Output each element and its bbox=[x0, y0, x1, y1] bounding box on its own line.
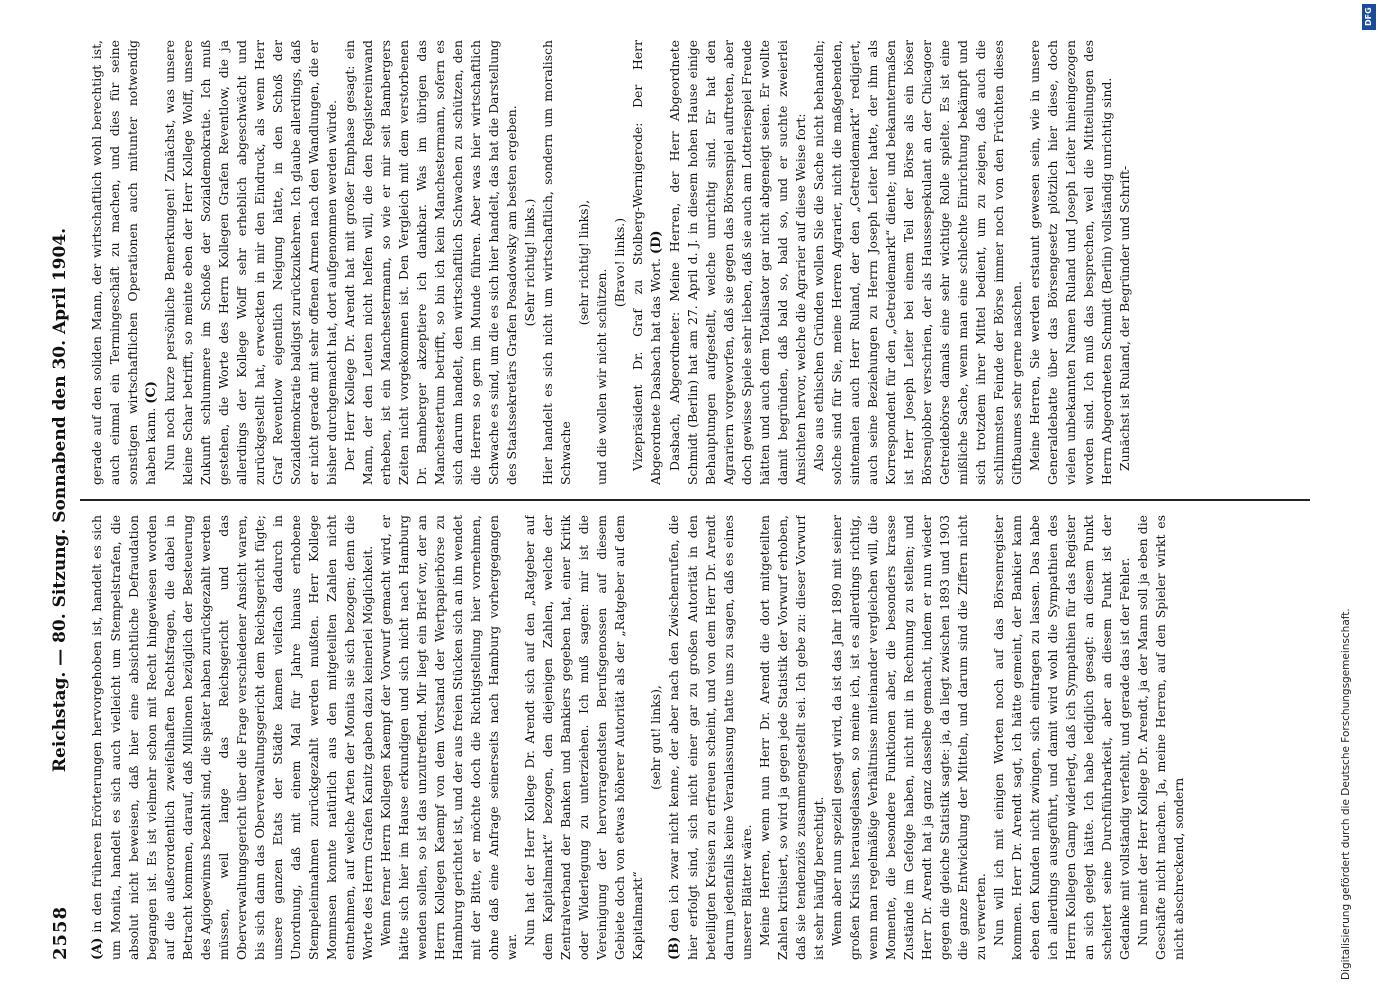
digitization-note: Digitalisierung gefördert durch die Deutsche Forschungsgemeinschaft. bbox=[1340, 608, 1352, 980]
paragraph: Nun hat der Herr Kollege Dr. Arendt sich auf den „Ratgeber auf dem Kapitalmarkt“ bezogen, den diejenigen Zahlen, welche der Zentralverband der Banken und Bankiers gegeben hat, einer Kritik oder Widerlegung zu unterziehen. Ich muß sagen: mir ist die Vereinigung der hervorragendsten Berufsgenossen auf diesem Gebiete doch von etwas höherer Autorität als der „Ratgeber auf dem Kapitalmarkt“ bbox=[522, 515, 645, 960]
paragraph: Wenn ferner Herrn Kollegen Kaempf der Vorwurf gemacht wird, er hätte sich hier im Hause erkundigen und sich nicht nach Hamburg wenden sollen, so ist das unzutreffend. Mir liegt ein Brief vor, der an Herrn Kollegen Kaempf von dem Vorstand der Wertpapierbörse zu Hamburg gerichtet ist, und der aus freien Stücken sich an ihn wendet mit der Bitte, er möchte doch die Richtigstellung hier vornehmen, ohne daß eine Anfrage seinerseits nach Hamburg vorhergegangen war. bbox=[378, 515, 519, 960]
paragraph: Hier handelt es sich nicht um wirtschaftlich, sondern um moralisch Schwache bbox=[540, 40, 573, 485]
page-number: 2558 bbox=[50, 905, 71, 960]
margin-marker-d: (D) bbox=[649, 230, 664, 255]
paragraph: Meine Herren, Sie werden erstaunt gewesen sein, wie in unsere Generaldebatte über das Börsengesetz plötzlich hier diese, doch vielen unbekannten Namen Ruland und Joseph Leiter hineingezogen worden sind. Ich muß das besprechen, weil die Mitteilungen des Herrn Abgeordneten Schmidt (Berlin) vollständig unrichtig sind. bbox=[1027, 40, 1114, 485]
paragraph-text: in den früheren Erörterungen hervorgehoben ist, handelt es sich um Monita, handelt es sich auch vielleicht um Stempelstrafen, die absolut nicht beweisen, daß hier eine absichtliche Defraudation begangen ist. Es ist vielmehr schon mit Recht hingewiesen worden auf die außerordentlich zweifelhaften Rechtsfragen, die dabei in Betracht kommen, darauf, daß Millionen bezüglich der Besteuerung des Agiogewinns bezahlt sind, die später haben zurückgezahlt werden müssen, weil lange das Reichsgericht und das Oberverwaltungsgericht über die Frage verschiedener Ansicht waren, bis sich dann das Oberverwaltungsgericht dem Reichsgericht fügte; unsere ganzen Etats der Städte kamen vielfach dadurch in Unordnung, daß mit einem Mal für Jahre hinaus erhobene Stempeleinnahmen zurückgezahlt werden mußten. Herr Kollege Mommsen konnte natürlich aus den mitgeteilten Zahlen nicht entnehmen, auf welche Arten der Monita sie sich bezogen; denn die Worte des Herrn Grafen Kanitz gaben dazu keinerlei Möglichkeit. bbox=[89, 515, 375, 960]
interjection: (sehr gut! links), bbox=[648, 685, 663, 790]
paragraph-text: gerade auf den soliden Mann, der wirtschaftlich wohl berechtigt ist, auch einmal ein Termingeschäft zu machen, und dies für seine sonstigen wirtschaftlichen Operationen auch mitunter notwendig haben kann. bbox=[89, 40, 158, 485]
paragraph-text: Vizepräsident Dr. Graf zu Stolberg-Wernigerode: Der Herr Abgeordnete Dasbach hat das Wort. bbox=[630, 40, 663, 485]
page-header bbox=[40, 40, 80, 960]
paragraph: Nun meint der Herr Kollege Dr. Arendt, ja der Mann soll ja eben die Geschäfte nicht machen. Ja, meine Herren, auf den Spieler wirkt es nicht abschreckend, sondern bbox=[1135, 515, 1186, 960]
paragraph bbox=[88, 515, 377, 960]
paragraph: Dasbach, Abgeordneter: Meine Herren, der Herr Abgeordnete Schmidt (Berlin) hat am 27. April d. J. in diesem hohen Hause einige Behauptungen aufgestellt, welche unrichtig sind. Er hat den Agrariern vorgeworfen, daß sie gegen das Börsenspiel auftreten, aber doch gewisse Spiele sehr lieben, daß sie auch am Lotteriespiel Freude hätten und auch dem Totalisator gar nicht abgeneigt seien. Er wollte damit begründen, daß bald so, bald so, und er suchte zweierlei Ansichten hervor, welche die Agrarier auf diese Weise fort: bbox=[667, 40, 808, 485]
paragraph bbox=[629, 40, 666, 485]
paragraph: Nun noch kurze persönliche Bemerkungen! Zunächst, was unsere kleine Schar betrifft, so meinte eben der Herr Kollege Wolff, unsere Zukunft schlummere im Schoße der Sozialdemokratie. Ich muß gestehen, die Worte des Herrn Kollegen Grafen Reventlow, die ja allerdings der Kollege Wolff sehr erheblich abgeschwächt und zurückgestellt hat, erweckten in mir den Eindruck, als wenn Herr Graf Reventlow eigentlich Neigung hätte, in den Schoß der Sozialdemokratie baldigst zurückzukehren. Ich glaube allerdings, daß er nicht gerade mit sehr offenen Armen nach den Wandlungen, die er bisher durchgemacht hat, dort aufgenommen werden würde. bbox=[162, 40, 339, 485]
paragraph bbox=[665, 515, 756, 960]
dfg-logo: DFG bbox=[1362, 4, 1376, 30]
interjection: (Bravo! links.) bbox=[612, 217, 627, 308]
quoted-paragraph: Also aus ethischen Gründen wollen Sie die Sache nicht behandeln; solche sind für Sie, meine Herren Agrarier, nicht die maßgebenden, sintemalen auch Herr Ruland, der den „Getreidemarkt“ redigiert, auch seine Beziehungen zu Herrn Joseph Leiter hatte, der ihm als Korrespondent für den „Getreidemarkt“ diente; und bekanntermaßen ist Herr Joseph Leiter bei einem Teil der Börse als ein böser Börsenjobber verschrien, der als Haussespekulant an der Chicagoer Getreidebörse damals eine sehr wichtige Rolle spielte. Es ist eine mißliche Sache, wenn man eine schlechte Einrichtung bekämpft und sich trotzdem ihrer Mittel bedient, um zu zeigen, daß auch die schlimmsten Feinde der Börse immer noch von den Früchten dieses Giftbaumes sehr gerne naschen. bbox=[811, 40, 1024, 485]
paragraph: Zunächst ist Ruland, der Begründer und Schrift- bbox=[1117, 165, 1132, 471]
page-title: Reichstag. — 80. Sitzung. Sonnabend den 30. April 1904. bbox=[50, 227, 70, 773]
interjection: (Sehr richtig! links.) bbox=[522, 198, 537, 327]
paragraph: Nun will ich mit einigen Worten noch auf das Börsenregister kommen. Herr Dr. Arendt sagt, ich hätte gemeint, der Bankier kann eben den Kunden nicht zwingen, sich eintragen zu lassen. Das habe ich allerdings ausgeführt, und damit wird wohl die Sympathien des Herrn Kollegen Gamp widerlegt, daß ich Sympathien für das Register an sich gelegt hätte. Ich habe lediglich gesagt: an diesem Punkt scheitert seine Durchführbarkeit, aber an diesem Punkt ist der Gedanke mit vollständig verfehlt, und gerade das ist der Fehler. bbox=[991, 515, 1132, 960]
margin-marker-a: (A) bbox=[90, 937, 105, 960]
paragraph: Meine Herren, wenn nun Herr Dr. Arendt die dort mitgeteilten Zahlen kritisiert, so wird ja gegen jede Statistik der Vorwurf erhoben, daß sie tendenziös zusammengestellt sei. Ich gebe zu: dieser Vorwurf ist sehr häufig berechtigt. bbox=[757, 515, 826, 960]
paragraph: Wenn aber nun speziell gesagt wird, da ist das Jahr 1890 mit seiner großen Krisis herausgelassen, so meine ich, ist es allerdings richtig, wenn man regelmäßige Verhältnisse miteinander vergleichen will, die Momente, die besondere Funktionen aber, die besonders krasse Zustände im Gefolge haben, nicht mit in Rechnung zu stellen; und Herr Dr. Arendt hat ja ganz dasselbe gemacht, indem er nun wieder gegen die gleiche Statistik sagte: ja, da liegt zwischen 1893 und 1903 die ganze Entwicklung der Mitteln, und darum sind die Ziffern nicht zu verwerten. bbox=[829, 515, 988, 960]
margin-marker-b: (B) bbox=[667, 936, 682, 960]
margin-marker-c: (C) bbox=[144, 381, 159, 404]
paragraph-text: den ich zwar nicht kenne, der aber nach den Zwischenrufen, die hier erfolgt sind, sich nicht einer gar zu großen Autorität in den beteiligten Kreisen zu erfreuen scheint, und von dem Herr Dr. Arendt darum jedenfalls keine Veranlassung hatte uns zu sagen, daß es eines unserer Blätter wäre. bbox=[666, 515, 754, 960]
left-column bbox=[88, 515, 1313, 960]
interjection: (sehr richtig! links), bbox=[576, 199, 591, 326]
column-divider bbox=[80, 500, 1310, 502]
rotated-page-content bbox=[40, 40, 1340, 960]
right-column bbox=[88, 40, 1313, 485]
paragraph: Der Herr Kollege Dr. Arendt hat mit großer Emphase gesagt: ein Mann, der den Leuten nicht helfen will, die den Registereinwand erheben, ist ein Manchestermann, so wie er mir seit Bambergers Zeiten nicht vorgekommen ist. Den Vergleich mit dem verstorbenen Dr. Bamberger akzeptiere ich dankbar. Was im übrigen das Manchestertum betrifft, so bin ich kein Manchestermann, sofern es sich darum handelt, den wirtschaftlich Schwachen zu schützen, den die Herren so gern im Munde führen. Aber was hier wirtschaftlich Schwache es sind, um die es sich hier handelt, das hat die Darstellung des Staatssekretärs Grafen Posadowsky am besten ergeben. bbox=[342, 40, 519, 485]
paragraph: und die wollen wir nicht schützen. bbox=[594, 268, 609, 485]
paragraph bbox=[88, 40, 161, 485]
